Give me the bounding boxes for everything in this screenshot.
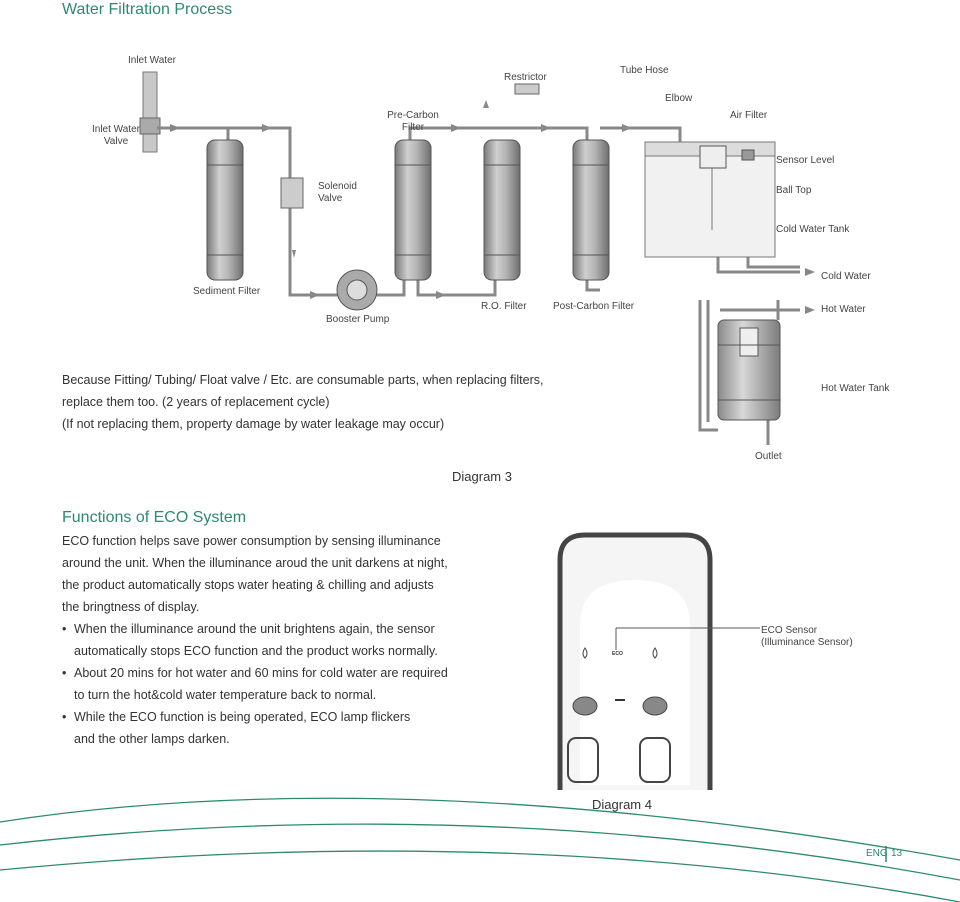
label-air-filter: Air Filter — [730, 110, 768, 121]
eco-intro-line-1: ECO function helps save power consumption by sensing illuminance — [62, 534, 441, 548]
pre-carbon-filter-shape — [395, 140, 431, 280]
label-restrictor: Restrictor — [504, 72, 547, 83]
footer-lang: ENG — [866, 848, 888, 859]
post-carbon-filter-shape — [573, 140, 609, 280]
eco-bullet-1-line-2: automatically stops ECO function and the product works normally. — [74, 644, 438, 658]
label-sediment: Sediment Filter — [193, 286, 261, 297]
replacement-note-3: (If not replacing them, property damage by water leakage may occur) — [62, 417, 445, 431]
eco-intro-line-4: the bringtness of display. — [62, 600, 200, 614]
label-booster: Booster Pump — [326, 314, 390, 325]
section-title-eco: Functions of ECO System — [62, 509, 247, 526]
label-inlet-valve: Inlet Water Valve — [92, 124, 140, 147]
solenoid-valve-shape — [281, 178, 303, 208]
label-sensor-level: Sensor Level — [776, 155, 835, 166]
label-solenoid: Solenoid Valve — [318, 181, 357, 204]
label-hot-tank: Hot Water Tank — [821, 383, 890, 394]
label-cold-water: Cold Water — [821, 271, 871, 282]
restrictor-shape — [515, 84, 539, 94]
label-outlet: Outlet — [755, 451, 782, 462]
eco-intro-line-3: the product automatically stops water heating & chilling and adjusts — [62, 578, 434, 592]
hot-water-tank-shape — [718, 320, 780, 420]
label-elbow: Elbow — [665, 93, 693, 104]
eco-bullet-1 — [62, 618, 512, 662]
eco-bullet-2-line-1: • About 20 mins for hot water and 60 mins for cold water are required — [74, 666, 448, 680]
label-cold-tank: Cold Water Tank — [776, 224, 850, 235]
caption-diagram-3: Diagram 3 — [452, 469, 512, 484]
dispenser-panel-shape — [560, 535, 760, 790]
eco-bullet-3 — [62, 706, 512, 750]
section-title-filtration: Water Filtration Process — [62, 1, 233, 18]
replacement-note-1: Because Fitting/ Tubing/ Float valve / Etc. are consumable parts, when replacing filters, — [62, 373, 544, 387]
eco-bullet-2 — [62, 662, 512, 706]
footer-page-number: 13 — [891, 848, 903, 859]
label-post-carbon: Post-Carbon Filter — [553, 301, 635, 312]
caption-diagram-4: Diagram 4 — [592, 797, 652, 812]
cold-water-tank-shape — [645, 142, 775, 257]
sediment-filter-shape — [207, 140, 243, 280]
replacement-note-2: replace them too. (2 years of replacement cycle) — [62, 395, 330, 409]
label-ball-top: Ball Top — [776, 185, 812, 196]
label-inlet-water: Inlet Water — [128, 55, 176, 66]
eco-bullet-3-line-2: and the other lamps darken. — [74, 732, 230, 746]
eco-bullet-1-line-1: • When the illuminance around the unit brightens again, the sensor — [74, 622, 435, 636]
label-hot-water: Hot Water — [821, 304, 866, 315]
label-ro: R.O. Filter — [481, 301, 527, 312]
eco-description — [62, 530, 512, 750]
eco-lamp-label: ECO — [612, 651, 623, 657]
eco-bullet-3-line-1: • While the ECO function is being operated, ECO lamp flickers — [74, 710, 411, 724]
label-eco-sensor: ECO Sensor (Illuminance Sensor) — [761, 625, 853, 648]
ro-filter-shape — [484, 140, 520, 280]
eco-intro-line-2: around the unit. When the illuminance aroud the unit darkens at night, — [62, 556, 448, 570]
decorative-swooshes — [0, 798, 960, 902]
booster-pump-shape — [337, 270, 377, 310]
label-pre-carbon: Pre-Carbon Filter — [387, 110, 439, 133]
label-tube-hose: Tube Hose — [620, 65, 669, 76]
eco-bullet-2-line-2: to turn the hot&cold water temperature back to normal. — [74, 688, 377, 702]
